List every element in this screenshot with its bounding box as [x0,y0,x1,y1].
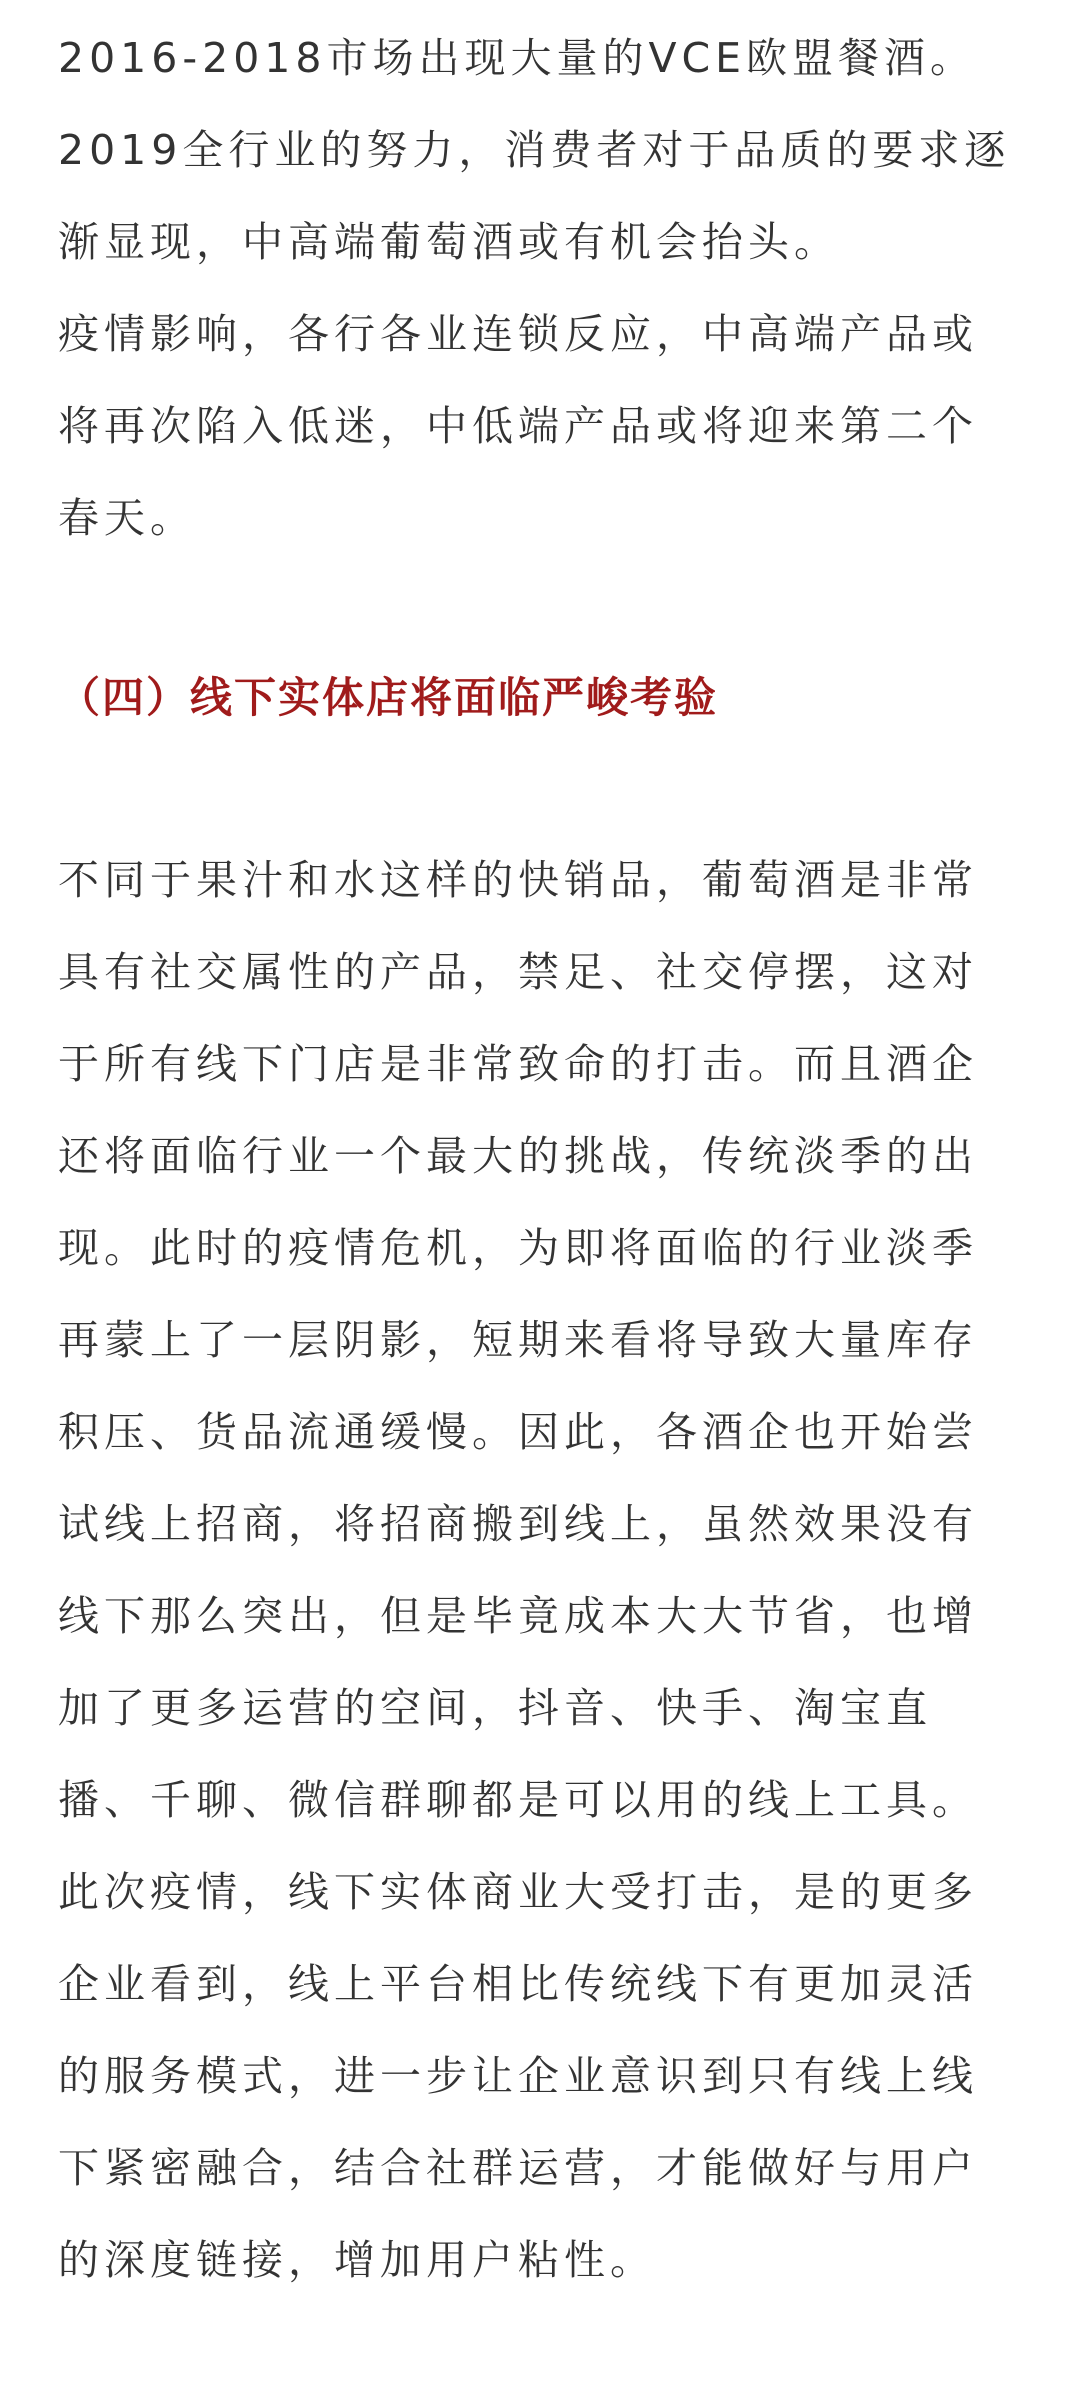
paragraph-line: 播、千聊、微信群聊都是可以用的线上工具。 [58,1776,978,1824]
paragraph-line: 此次疫情，线下实体商业大受打击，是的更多 [58,1868,978,1916]
paragraph-line: 下紧密融合，结合社群运营，才能做好与用户 [58,2144,978,2192]
paragraph-line: 疫情影响，各行各业连锁反应，中高端产品或 [58,310,978,358]
paragraph-line: 积压、货品流通缓慢。因此，各酒企也开始尝 [58,1408,978,1456]
section-heading: （四）线下实体店将面临严峻考验 [58,673,719,722]
paragraph-line: 的深度链接，增加用户粘性。 [58,2236,656,2284]
paragraph-line: 现。此时的疫情危机，为即将面临的行业淡季 [58,1224,978,1272]
paragraph-line: 再蒙上了一层阴影，短期来看将导致大量库存 [58,1316,978,1364]
paragraph-line: 渐显现，中高端葡萄酒或有机会抬头。 [58,218,840,266]
paragraph-line: 具有社交属性的产品，禁足、社交停摆，这对 [58,948,978,996]
paragraph-line: 于所有线下门店是非常致命的打击。而且酒企 [58,1040,978,1088]
paragraph-line: 春天。 [58,494,196,542]
paragraph-line: 2019全行业的努力，消费者对于品质的要求逐 [58,126,1011,174]
paragraph-line: 不同于果汁和水这样的快销品，葡萄酒是非常 [58,856,978,904]
paragraph-line: 将再次陷入低迷，中低端产品或将迎来第二个 [58,402,978,450]
paragraph-line: 线下那么突出，但是毕竟成本大大节省，也增 [58,1592,978,1640]
paragraph-line: 2016-2018市场出现大量的VCE欧盟餐酒。 [58,34,977,82]
paragraph-line: 还将面临行业一个最大的挑战，传统淡季的出 [58,1132,978,1180]
paragraph-line: 的服务模式，进一步让企业意识到只有线上线 [58,2052,978,2100]
paragraph-line: 加了更多运营的空间，抖音、快手、淘宝直 [58,1684,932,1732]
paragraph-line: 试线上招商，将招商搬到线上，虽然效果没有 [58,1500,978,1548]
paragraph-line: 企业看到，线上平台相比传统线下有更加灵活 [58,1960,978,2008]
